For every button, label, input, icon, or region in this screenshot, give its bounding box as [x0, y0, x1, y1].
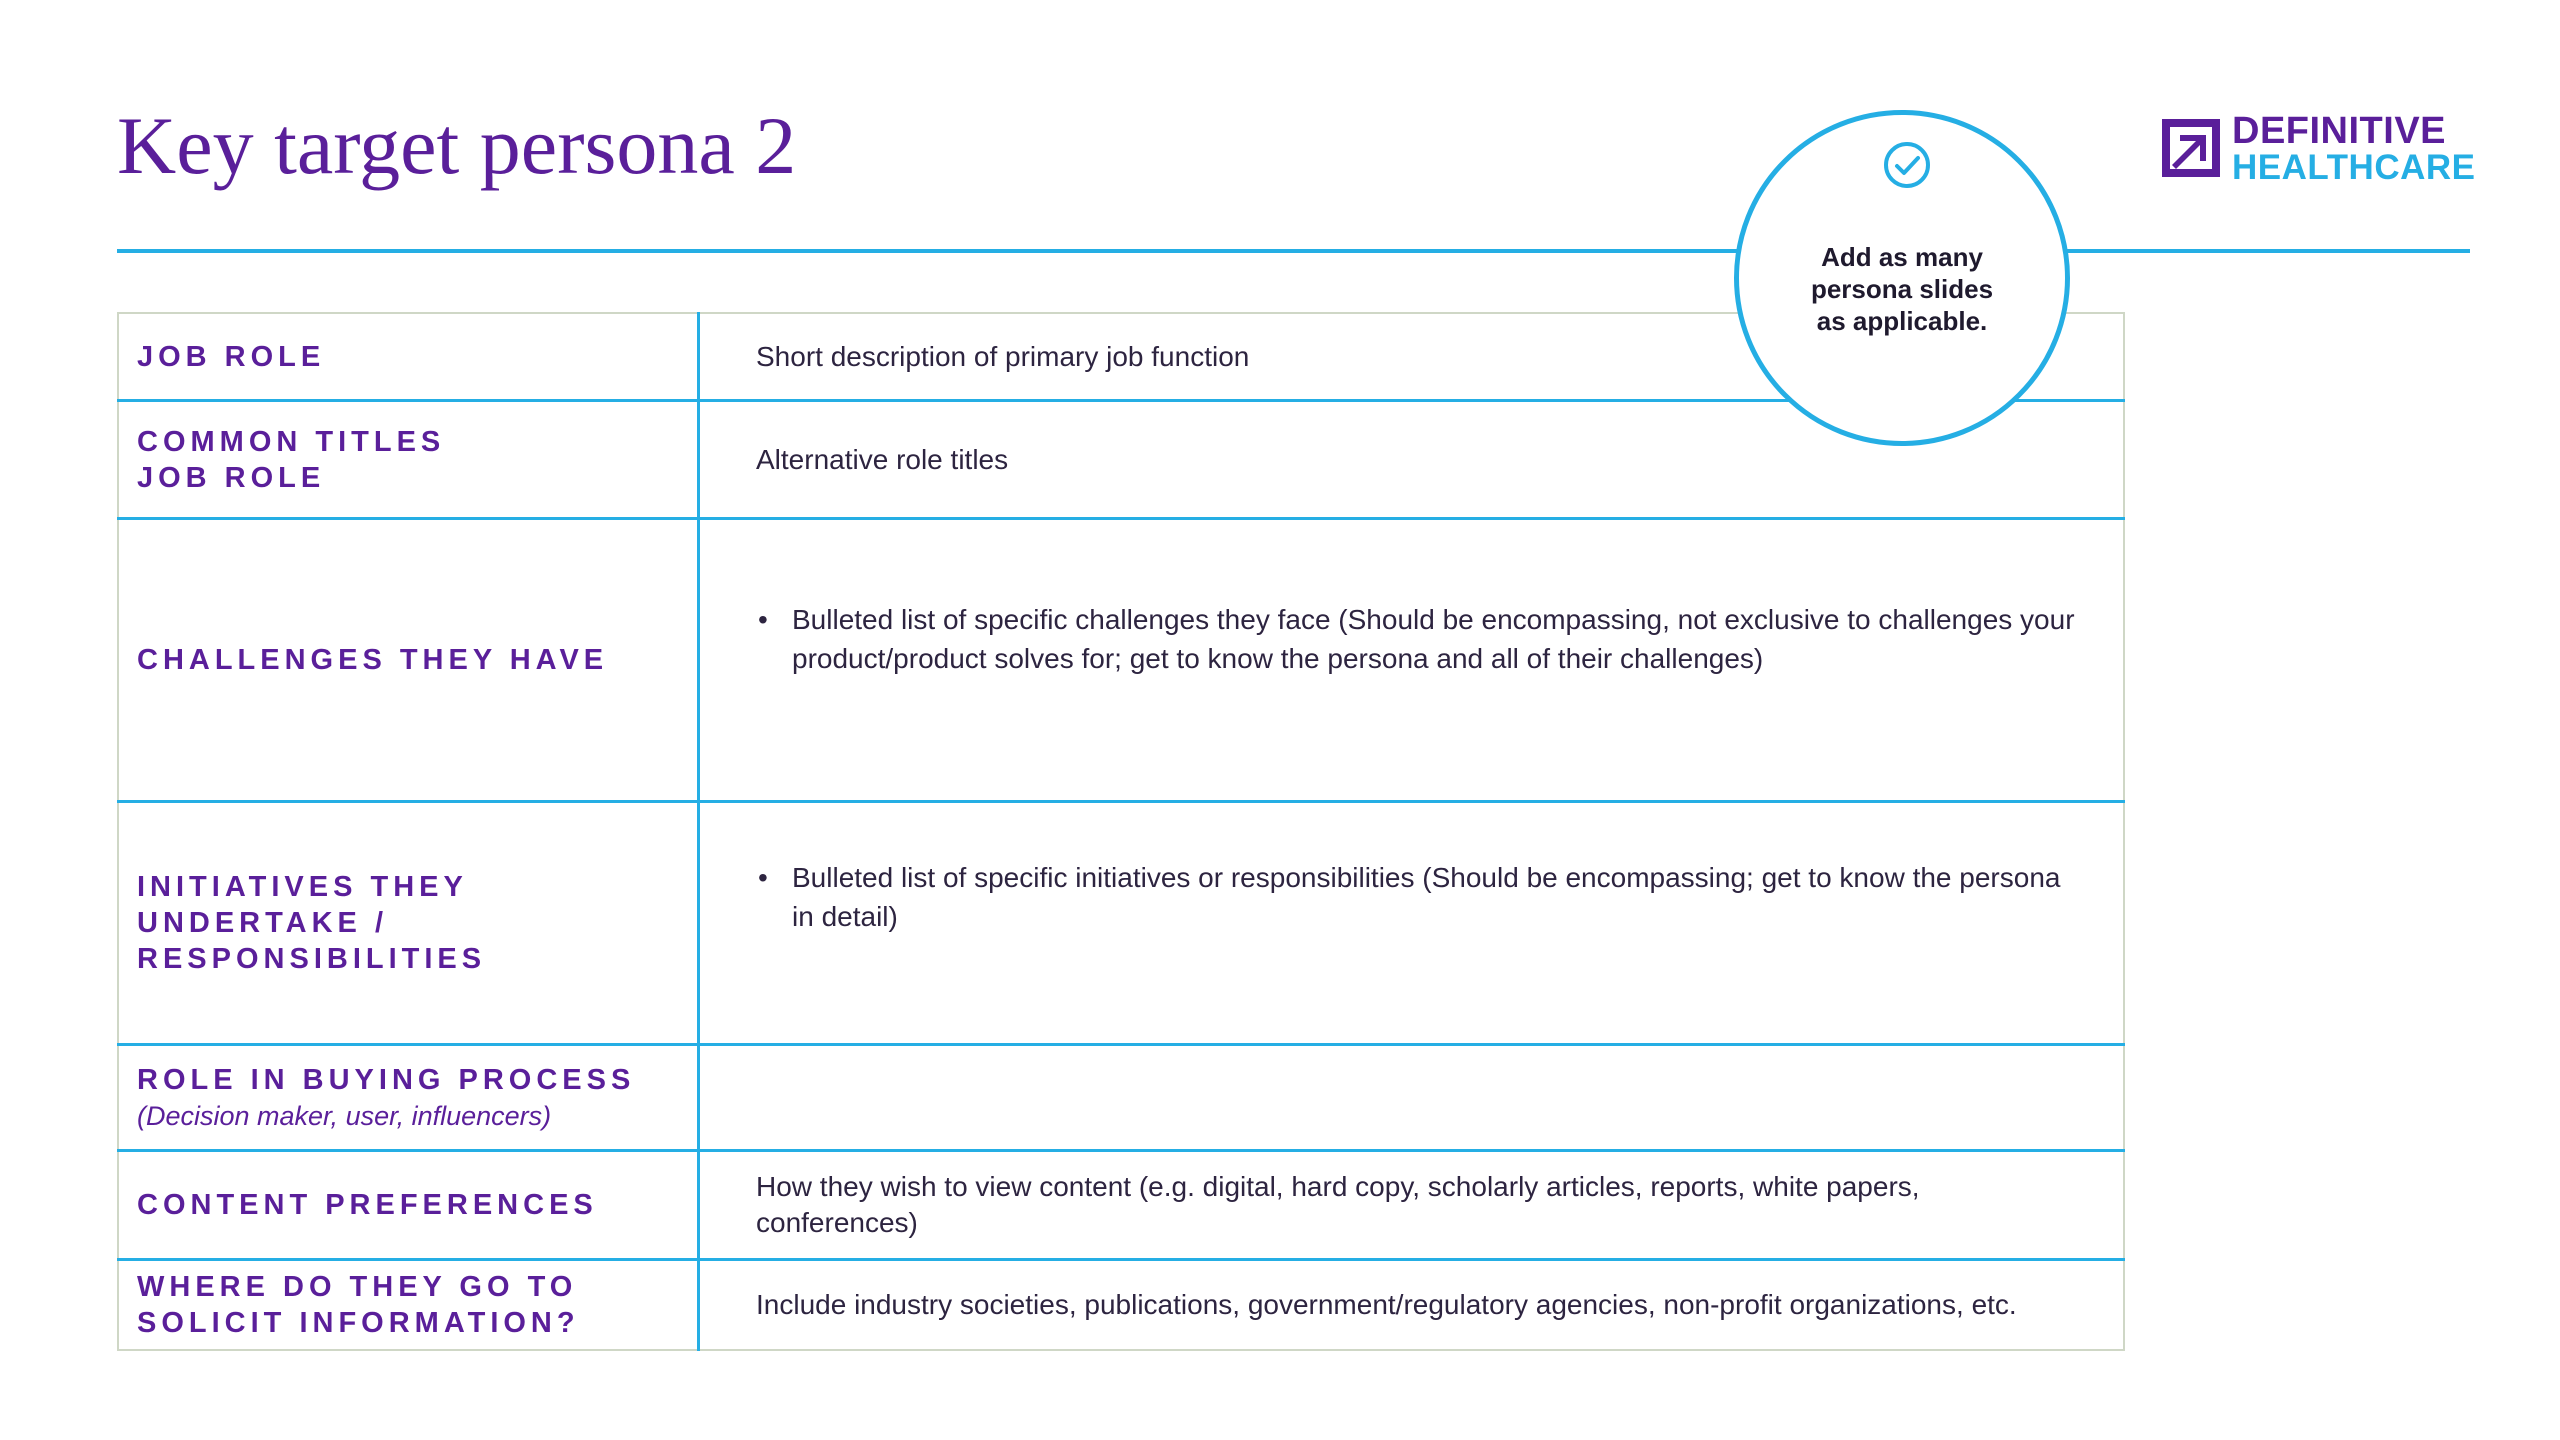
- table-row: [118, 519, 2124, 802]
- bullet-list: [756, 600, 2083, 678]
- row-label-cell: [118, 1260, 699, 1351]
- bullet-list: [756, 858, 2083, 936]
- list-item-text: Bulleted list of specific challenges they face (Should be encompassing, not exclusive to challenges your product/product solves for; get to know the persona and all of their challenges): [792, 604, 2075, 674]
- table-row: [118, 1260, 2124, 1351]
- row-label-cell: [118, 802, 699, 1045]
- row-value-cell: [699, 519, 2125, 802]
- row-value-cell: [699, 1260, 2125, 1351]
- logo-line-2: HEALTHCARE: [2232, 147, 2476, 187]
- list-item: [756, 600, 2083, 678]
- arrow-box-icon: [2160, 117, 2222, 179]
- row-value: Include industry societies, publications, government/regulatory agencies, non-profit organizations, etc.: [756, 1289, 2017, 1320]
- check-circle-icon: [1881, 139, 1933, 191]
- row-label: ROLE IN BUYING PROCESS: [137, 1063, 636, 1096]
- row-label: CHALLENGES THEY HAVE: [137, 644, 609, 676]
- row-label-cell: [118, 313, 699, 401]
- table-row: [118, 1151, 2124, 1260]
- list-item: [756, 858, 2083, 936]
- table-row: [118, 1045, 2124, 1151]
- bullet-dot: •: [758, 604, 768, 635]
- row-label: CONTENT PREFERENCES: [137, 1189, 598, 1221]
- row-label-cell: [118, 401, 699, 519]
- row-value-cell: [699, 1045, 2125, 1151]
- callout-circle: [1734, 110, 2070, 446]
- table-row: [118, 802, 2124, 1045]
- definitive-healthcare-logo: [2160, 109, 2478, 187]
- logo-line-1: DEFINITIVE: [2232, 109, 2447, 152]
- row-value: Short description of primary job function: [756, 340, 1250, 372]
- row-value: Alternative role titles: [756, 443, 1009, 475]
- logo-wordmark: [2232, 109, 2476, 187]
- row-label-cell: [118, 519, 699, 802]
- list-item-text: Bulleted list of specific initiatives or responsibilities (Should be encompassing; get to know the persona in detail): [792, 862, 2061, 932]
- callout-text: Add as many persona slides as applicable.: [1810, 242, 1994, 336]
- title-divider: [117, 249, 2470, 253]
- row-label: INITIATIVES THEY UNDERTAKE / RESPONSIBILITIES: [137, 871, 487, 975]
- row-label: JOB ROLE: [137, 340, 326, 373]
- persona-table: [117, 312, 2125, 1351]
- row-value-cell: [699, 802, 2125, 1045]
- row-value-cell: [699, 1151, 2125, 1260]
- row-value: How they wish to view content (e.g. digital, hard copy, scholarly articles, reports, white papers, conferences): [756, 1171, 1920, 1238]
- row-label: COMMON TITLES JOB ROLE: [137, 425, 446, 494]
- row-label-cell: [118, 1151, 699, 1260]
- slide-title: Key target persona 2: [117, 100, 797, 191]
- row-sublabel: (Decision maker, user, influencers): [137, 1100, 552, 1131]
- row-label-cell: [118, 1045, 699, 1151]
- row-label: WHERE DO THEY GO TO SOLICIT INFORMATION?: [137, 1271, 580, 1339]
- bullet-dot: •: [758, 862, 768, 893]
